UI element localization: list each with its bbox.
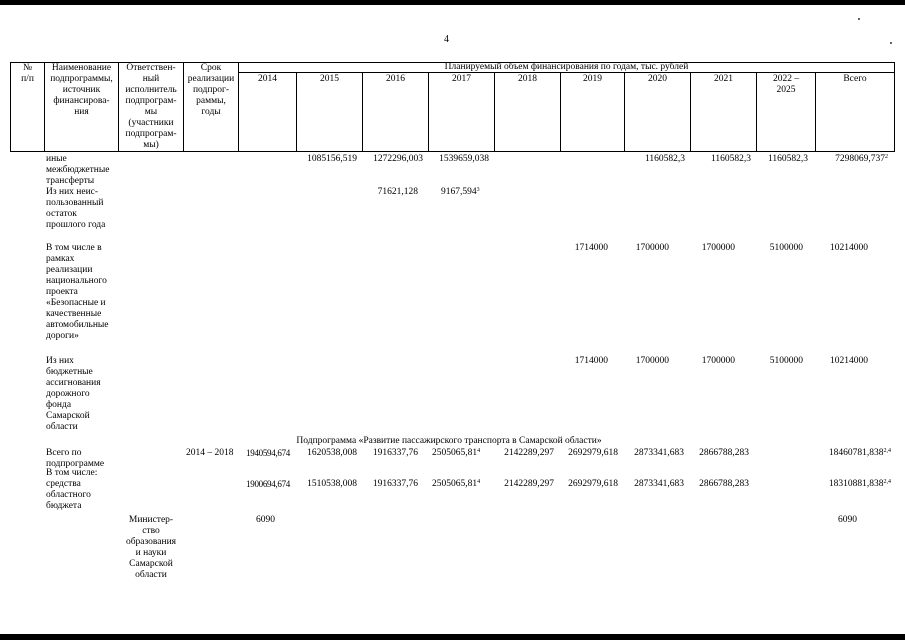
cell-2021: 1700000 — [701, 243, 735, 253]
cell-2016: 71621,128 — [377, 187, 418, 197]
header-year-2015: 2015 — [320, 74, 339, 84]
cell-2022-2025: 5100000 — [769, 356, 803, 366]
cell-2022-2025: 5100000 — [769, 243, 803, 253]
header-col-name: Наименование подпрограммы, источник финансирова- ния — [50, 63, 113, 117]
cell-2021: 1700000 — [701, 356, 735, 366]
bottom-scan-border — [0, 634, 905, 640]
cell-2020: 2873341,683 — [634, 479, 684, 489]
cell-2016: 1272296,003 — [373, 154, 423, 164]
header-col-number: № п/п — [21, 63, 34, 84]
cell-2017 — [432, 448, 480, 459]
cell-2016: 1916337,76 — [372, 479, 418, 489]
cell-total: 10214000 — [830, 243, 868, 253]
cell-2021: 2866788,283 — [699, 479, 749, 489]
cell-total — [808, 154, 888, 165]
cell-total — [808, 479, 891, 490]
header-year-2019: 2019 — [583, 74, 602, 84]
header-total: Всего — [843, 74, 867, 84]
cell-total-value: 18460781,838 — [828, 448, 884, 458]
scan-speck — [890, 42, 892, 44]
cell-2017-value: 9167,594 — [441, 187, 477, 197]
cell-total-value: 18310881,838 — [828, 479, 884, 489]
row-name: В том числе в рамках реализации национального проекта «Безопасные и качественные автомобильные дороги» — [46, 243, 109, 341]
cell-2021: 1160582,3 — [710, 154, 751, 164]
cell-2015: 1620538,008 — [307, 448, 357, 458]
cell-2016: 1916337,76 — [372, 448, 418, 458]
cell-2021: 2866788,283 — [699, 448, 749, 458]
cell-2017-value: 2505065,81 — [432, 479, 478, 489]
scan-speck — [858, 18, 860, 20]
cell-2020: 1160582,3 — [644, 154, 685, 164]
cell-2019: 2692979,618 — [568, 479, 618, 489]
header-year-2021: 2021 — [714, 74, 733, 84]
header-year-2017: 2017 — [452, 74, 471, 84]
footnote-mark: 4 — [477, 448, 481, 454]
row-name: иные межбюджетные трансферты — [46, 154, 110, 186]
header-year-2014: 2014 — [258, 74, 277, 84]
cell-2018: 2142289,297 — [504, 479, 554, 489]
cell-term: 2014 – 2018 — [186, 448, 234, 458]
footnote-mark: 3 — [476, 187, 480, 193]
row-name: Из них бюджетные ассигнования дорожного фонда Самарской области — [46, 356, 101, 432]
header-year-2022-2025: 2022 – 2025 — [772, 74, 800, 95]
header-col-executor: Ответствен- ный исполнитель подпрограм- мы (участники подпрограм- мы) — [125, 63, 177, 150]
cell-total-value: 7298069,737 — [835, 154, 885, 164]
cell-2015: 1085156,519 — [307, 154, 357, 164]
cell-2017 — [441, 187, 480, 198]
cell-2022-2025: 1160582,3 — [767, 154, 808, 164]
cell-2017: 1539659,038 — [439, 154, 489, 164]
cell-2020: 2873341,683 — [634, 448, 684, 458]
subprogram-title: Подпрограмма «Развитие пассажирского транспорта в Самарской области» — [296, 436, 602, 446]
cell-total: 10214000 — [830, 356, 868, 366]
cell-2017-value: 2505065,81 — [432, 448, 478, 458]
header-year-2018: 2018 — [518, 74, 537, 84]
top-scan-border — [0, 0, 905, 5]
cell-2017 — [432, 479, 480, 490]
cell-2020: 1700000 — [635, 356, 669, 366]
cell-2015: 1510538,008 — [307, 479, 357, 489]
header-year-2020: 2020 — [648, 74, 667, 84]
footnote-mark: 2,4 — [883, 479, 891, 485]
page-number: 4 — [444, 34, 449, 45]
cell-total: 6090 — [838, 515, 857, 525]
header-year-2016: 2016 — [386, 74, 405, 84]
cell-2018: 2142289,297 — [504, 448, 554, 458]
footnote-mark: 2,4 — [883, 448, 891, 454]
cell-2019: 1714000 — [574, 243, 608, 253]
cell-2020: 1700000 — [635, 243, 669, 253]
cell-2019: 1714000 — [574, 356, 608, 366]
cell-2014: 6090 — [256, 515, 275, 525]
cell-executor: Министер- ство образования и науки Самарской области — [125, 515, 177, 580]
cell-2014: 1940594,674 — [246, 448, 290, 458]
cell-2014: 1900694,674 — [246, 479, 290, 489]
header-planned-financing: Планируемый объем финансирования по годам, тыс. рублей — [444, 62, 689, 72]
cell-total — [808, 448, 891, 459]
row-name: В том числе: средства областного бюджета — [46, 468, 98, 511]
cell-2019: 2692979,618 — [568, 448, 618, 458]
row-name: Из них неис- пользованный остаток прошлого года — [46, 187, 106, 230]
footnote-mark: 4 — [477, 479, 481, 485]
header-col-term: Срок реализации подпрог- раммы, годы — [187, 63, 235, 117]
row-name: Всего по подпрограмме — [46, 448, 105, 469]
footnote-mark: 2 — [885, 154, 888, 160]
